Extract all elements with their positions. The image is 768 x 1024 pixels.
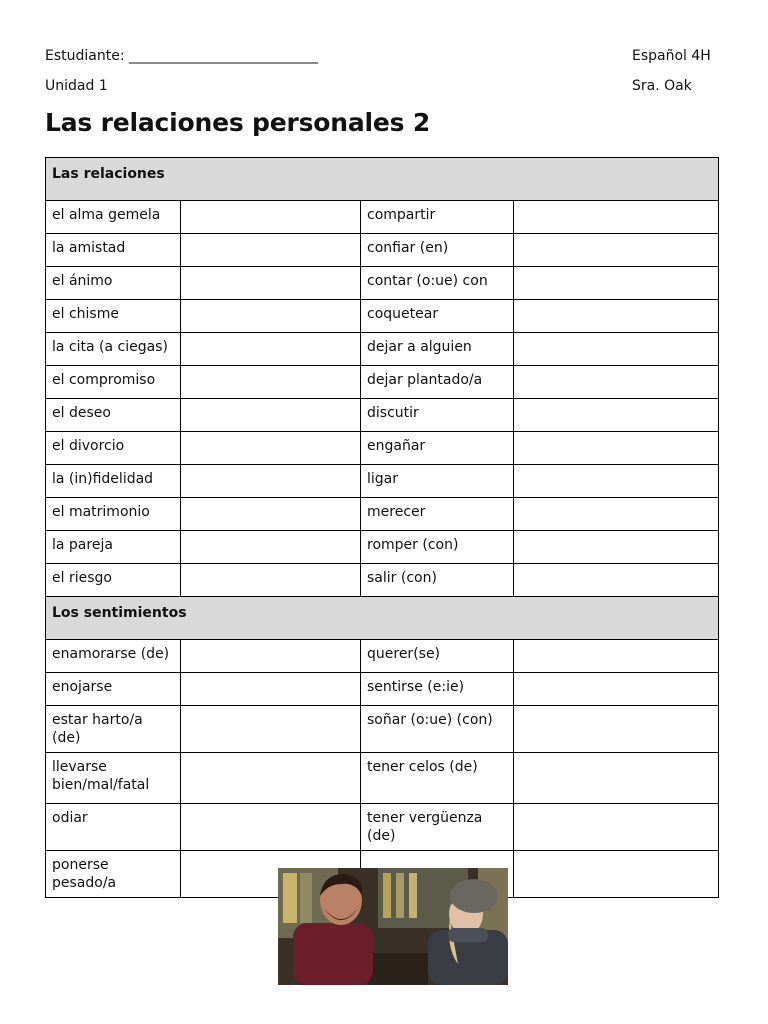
table-row — [46, 432, 719, 465]
page-title: Las relaciones personales 2 — [45, 108, 431, 137]
answer-cell[interactable] — [514, 564, 719, 597]
table-row — [46, 753, 719, 804]
vocab-term: el alma gemela — [46, 201, 181, 234]
answer-cell[interactable] — [514, 234, 719, 267]
answer-cell[interactable] — [514, 706, 719, 753]
table-row — [46, 640, 719, 673]
answer-cell[interactable] — [181, 640, 361, 673]
answer-cell[interactable] — [514, 432, 719, 465]
vocab-term: tener vergüenza (de) — [361, 804, 514, 851]
vocab-term: confiar (en) — [361, 234, 514, 267]
table-row — [46, 673, 719, 706]
answer-cell[interactable] — [514, 300, 719, 333]
teacher-label: Sra. Oak — [632, 78, 692, 94]
vocab-term: la cita (a ciegas) — [46, 333, 181, 366]
vocab-term: la amistad — [46, 234, 181, 267]
table-row — [46, 234, 719, 267]
vocab-term: estar harto/a (de) — [46, 706, 181, 753]
answer-cell[interactable] — [514, 498, 719, 531]
table-row — [46, 300, 719, 333]
vocab-term: llevarse bien/mal/fatal — [46, 753, 181, 804]
answer-cell[interactable] — [181, 267, 361, 300]
vocab-term: el matrimonio — [46, 498, 181, 531]
vocab-term: sentirse (e:ie) — [361, 673, 514, 706]
answer-cell[interactable] — [514, 201, 719, 234]
answer-cell[interactable] — [181, 531, 361, 564]
vocab-term: tener celos (de) — [361, 753, 514, 804]
vocab-term: soñar (o:ue) (con) — [361, 706, 514, 753]
section-heading-relaciones: Las relaciones — [46, 158, 719, 201]
vocab-term: compartir — [361, 201, 514, 234]
section-heading-sentimientos: Los sentimientos — [46, 597, 719, 640]
answer-cell[interactable] — [514, 465, 719, 498]
vocab-term: enojarse — [46, 673, 181, 706]
vocab-term: engañar — [361, 432, 514, 465]
answer-cell[interactable] — [514, 851, 719, 898]
answer-cell[interactable] — [181, 333, 361, 366]
table-row — [46, 333, 719, 366]
course-label: Español 4H — [632, 48, 711, 64]
answer-cell[interactable] — [181, 300, 361, 333]
table-row — [46, 465, 719, 498]
answer-cell[interactable] — [514, 333, 719, 366]
vocab-term: merecer — [361, 498, 514, 531]
answer-cell[interactable] — [514, 804, 719, 851]
answer-cell[interactable] — [181, 564, 361, 597]
table-row — [46, 498, 719, 531]
student-name-line[interactable]: Estudiante: ___________________________ — [45, 48, 318, 64]
vocab-term: el compromiso — [46, 366, 181, 399]
answer-cell[interactable] — [514, 673, 719, 706]
unit-label: Unidad 1 — [45, 78, 108, 94]
vocab-term: romper (con) — [361, 531, 514, 564]
table-row — [46, 366, 719, 399]
vocab-term: odiar — [46, 804, 181, 851]
answer-cell[interactable] — [181, 465, 361, 498]
vocab-term: discutir — [361, 399, 514, 432]
answer-cell[interactable] — [514, 753, 719, 804]
vocab-term: el chisme — [46, 300, 181, 333]
vocab-term: dejar plantado/a — [361, 366, 514, 399]
vocab-term: querer(se) — [361, 640, 514, 673]
couple-photo — [278, 868, 508, 985]
answer-cell[interactable] — [514, 640, 719, 673]
answer-cell[interactable] — [181, 498, 361, 531]
vocab-term: el riesgo — [46, 564, 181, 597]
table-row — [46, 706, 719, 753]
answer-cell[interactable] — [514, 399, 719, 432]
answer-cell[interactable] — [181, 201, 361, 234]
vocab-term: ligar — [361, 465, 514, 498]
table-row — [46, 267, 719, 300]
answer-cell[interactable] — [181, 399, 361, 432]
vocab-term: dejar a alguien — [361, 333, 514, 366]
table-row — [46, 201, 719, 234]
table-row — [46, 399, 719, 432]
vocabulary-table — [45, 157, 719, 898]
answer-cell[interactable] — [181, 706, 361, 753]
vocab-term: el deseo — [46, 399, 181, 432]
answer-cell[interactable] — [181, 366, 361, 399]
answer-cell[interactable] — [181, 234, 361, 267]
answer-cell[interactable] — [514, 267, 719, 300]
vocab-term: enamorarse (de) — [46, 640, 181, 673]
table-row — [46, 804, 719, 851]
table-row — [46, 531, 719, 564]
vocab-term: la pareja — [46, 531, 181, 564]
answer-cell[interactable] — [514, 531, 719, 564]
answer-cell[interactable] — [514, 366, 719, 399]
table-row — [46, 564, 719, 597]
answer-cell[interactable] — [181, 673, 361, 706]
answer-cell[interactable] — [181, 753, 361, 804]
answer-cell[interactable] — [181, 432, 361, 465]
vocab-term: la (in)fidelidad — [46, 465, 181, 498]
vocab-term: salir (con) — [361, 564, 514, 597]
vocab-term: coquetear — [361, 300, 514, 333]
vocab-term: el ánimo — [46, 267, 181, 300]
vocab-term: el divorcio — [46, 432, 181, 465]
vocab-term: contar (o:ue) con — [361, 267, 514, 300]
vocab-term: ponerse pesado/a — [46, 851, 181, 898]
answer-cell[interactable] — [181, 804, 361, 851]
